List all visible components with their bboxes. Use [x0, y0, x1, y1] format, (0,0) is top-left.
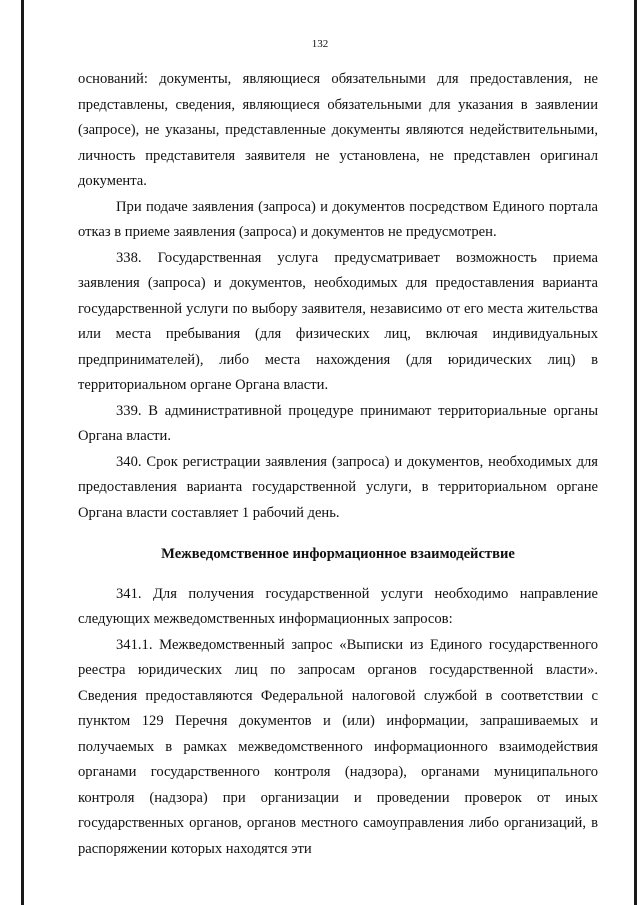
scan-edge-right [634, 0, 637, 905]
scan-edge-left [21, 0, 24, 905]
paragraph-338: 338. Государственная услуга предусматривает возможность приема заявления (запроса) и документов, необходимых для предоставления варианта государственной услуги по выбору заявителя, независимо от его места жительства или места пребывания (для физических лиц, включая индивидуальных предпринимателей), либо места нахождения (для юридических лиц) в территориальном органе Органа власти. [78, 249, 598, 393]
paragraph-339: 339. В административной процедуре принимают территориальные органы Органа власти. [78, 402, 598, 444]
paragraph-340: 340. Срок регистрации заявления (запроса) и документов, необходимых для предоставления варианта государственной услуги, в территориальном органе Органа власти составляет 1 рабочий день. [78, 453, 598, 521]
paragraph-single-portal: При подаче заявления (запроса) и документов посредством Единого портала отказ в приеме заявления (запроса) и документов не предусмотрен. [78, 198, 598, 240]
paragraph-341-1: 341.1. Межведомственный запрос «Выписки из Единого государственного реестра юридических лиц по запросам органов государственной власти». Сведения предоставляются Федеральной налоговой службой в соответствии с пунктом 129 Перечня документов и (или) информации, запрашиваемых и получаемых в рамках межведомственного информационного взаимодействия органами государственного контроля (надзора), органами муниципального контроля (надзора) при организации и проведении проверок от иных государственных органов, органов местного самоуправления либо организаций, в распоряжении которых находятся эти [78, 636, 598, 857]
page-number: 132 [311, 38, 329, 50]
paragraph-341: 341. Для получения государственной услуги необходимо направление следующих межведомственных информационных запросов: [78, 585, 598, 627]
paragraph-grounds-continuation: оснований: документы, являющиеся обязательными для предоставления, не представлены, сведения, являющиеся обязательными для указания в заявлении (запросе), не указаны, представленные документы являются недействительными, личность представителя заявителя не установлена, не представлен оригинал документа. [78, 71, 598, 189]
section-heading: Межведомственное информационное взаимодействие [161, 546, 515, 562]
document-body [78, 67, 598, 862]
